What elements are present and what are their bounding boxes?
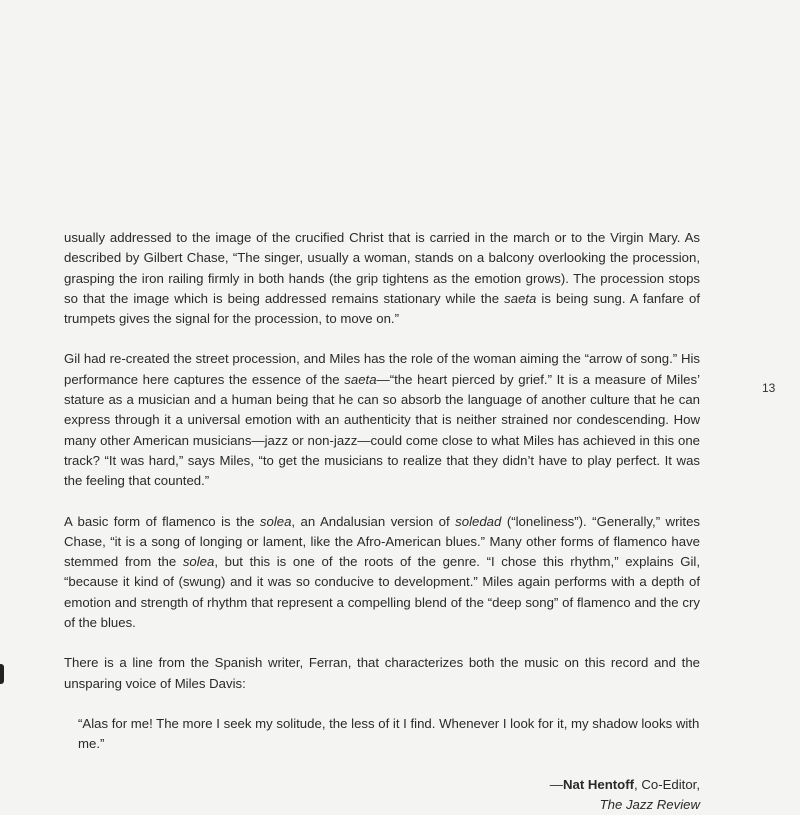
- text-run: (“loneliness”). “Generally,” writes Chase, “it is a song of longing or lament, like the Afro-American blues.” Many other forms of flamenco have stemmed from the: [64, 513, 700, 570]
- text-run: is being sung. A fanfare of trumpets gives the signal for the procession, to move on.”: [64, 290, 700, 327]
- article-body: [64, 228, 700, 815]
- binding-edge-mark: [0, 664, 4, 684]
- text-run: , an Andalusian version of: [291, 513, 456, 529]
- publication-title: The Jazz Review: [599, 796, 700, 812]
- page-number: 13: [762, 381, 776, 395]
- paragraph: [64, 349, 700, 491]
- italic-term: saeta: [344, 371, 377, 387]
- author-name: Nat Hentoff: [562, 776, 635, 792]
- text-run: usually addressed to the image of the crucified Christ that is carried in the march or to the Virgin Mary. As described by Gilbert Chase, “The singer, usually a woman, stands on a balcony overlooking the procession, grasping the iron railing firmly in both hands (the grip tightens as the emotion grows). The procession stops so that the image which is being addressed remains stationary while the: [64, 230, 700, 306]
- author-role: , Co-Editor,: [634, 776, 700, 792]
- paragraph: [64, 512, 700, 634]
- signature-dash: —: [549, 776, 563, 792]
- signature-block: [64, 775, 700, 815]
- text-run: There is a line from the Spanish writer, Ferran, that characterizes both the music on this record and the unsparing voice of Miles Davis:: [64, 655, 700, 691]
- paragraph: [64, 228, 700, 329]
- text-run: —“the heart pierced by grief.” It is a measure of Miles’ stature as a musician and a human being that he can so absorb the language of another culture that he can express through it a universal emotion with an authenticity that is neither strained nor condescending. How many other American musicians—jazz or non-jazz—could come close to what Miles has achieved in this one track? “It was hard,” says Miles, “to get the musicians to realize that they didn’t have to play perfect. It was the feeling that counted.”: [64, 371, 701, 489]
- text-run: A basic form of flamenco is the: [64, 513, 260, 529]
- publication-line: [64, 795, 700, 815]
- paragraph: [64, 653, 700, 694]
- text-run: , but this is one of the roots of the genre. “I chose this rhythm,” explains Gil, “because it kind of (swung) and it was so conducive to development.” Miles again performs with a depth of emotion and strength of rhythm that represent a compelling blend of the “deep song” of flamenco and the cry of the blues.: [64, 554, 700, 631]
- italic-term: solea: [259, 513, 292, 529]
- italic-term: solea: [182, 554, 215, 570]
- signature-line: [64, 775, 700, 795]
- text-run: Gil had re-created the street procession, and Miles has the role of the woman aiming the “arrow of song.” His performance here captures the essence of the: [64, 351, 700, 387]
- italic-term: saeta: [504, 290, 537, 306]
- epigraph-quote: “Alas for me! The more I seek my solitude, the less of it I find. Whenever I look for it, my shadow looks with me.”: [78, 715, 700, 752]
- italic-term: soledad: [455, 513, 502, 529]
